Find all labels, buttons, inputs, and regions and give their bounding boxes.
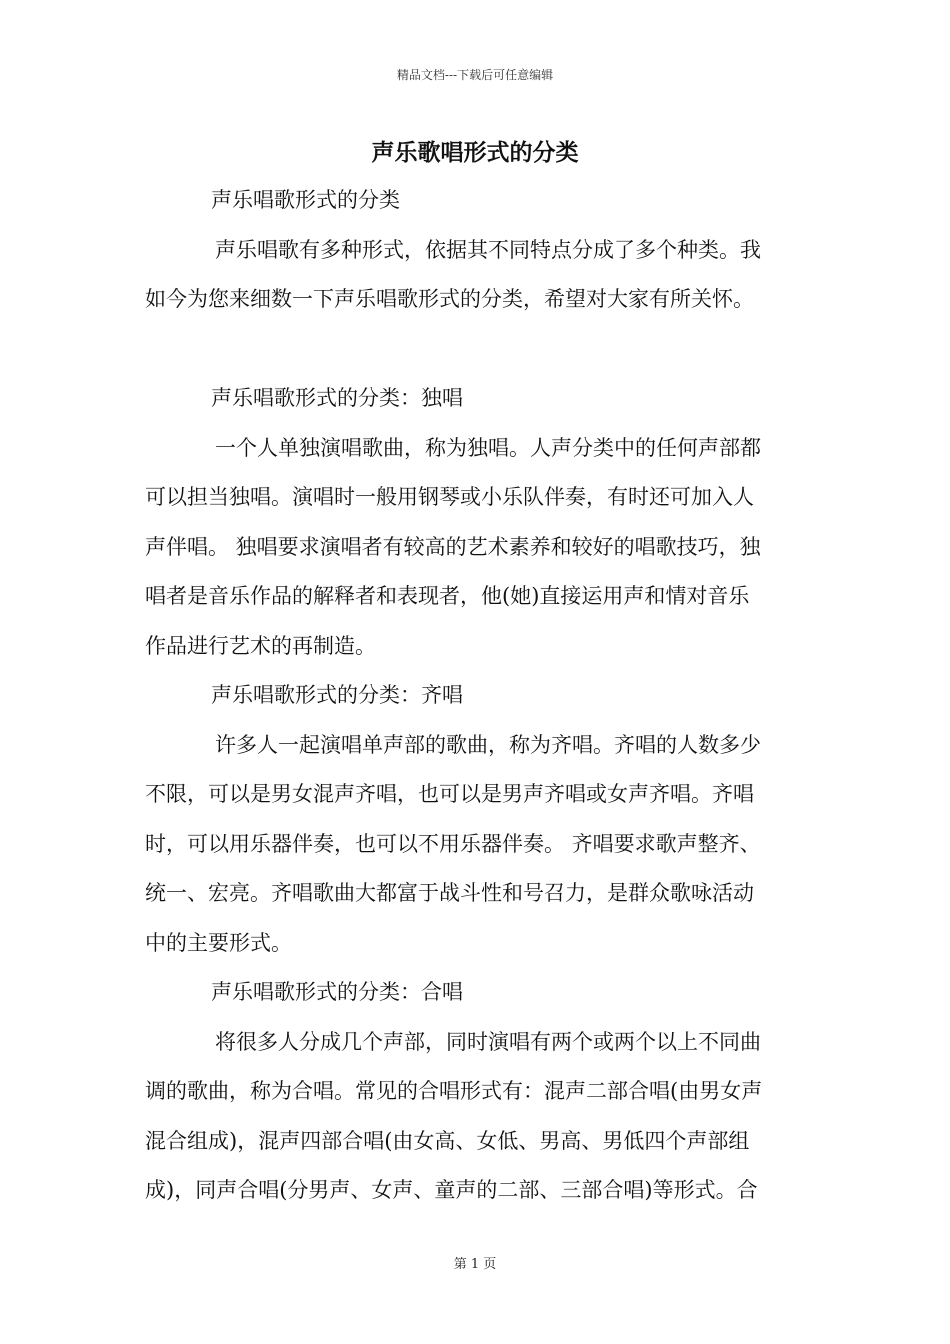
paragraph-line: 混合组成)，混声四部合唱(由女高、女低、男高、男低四个声部组 [145, 1128, 750, 1153]
paragraph-line: 作品进行艺术的再制造。 [145, 633, 376, 658]
blank-spacer [145, 325, 805, 375]
document-body [145, 176, 805, 1216]
paragraph-line: 将很多人分成几个声部，同时演唱有两个或两个以上不同曲 [215, 1029, 761, 1054]
paragraph-line: 声伴唱。 独唱要求演唱者有较高的艺术素养和较好的唱歌技巧，独 [145, 534, 761, 559]
paragraph-line: 统一、宏亮。齐唱歌曲大都富于战斗性和号召力，是群众歌咏活动 [145, 881, 754, 905]
intro-line: 如今为您来细数一下声乐唱歌形式的分类，希望对大家有所关怀。 [145, 287, 754, 311]
paragraph-line: 中的主要形式。 [145, 930, 292, 955]
intro-line: 声乐唱歌有多种形式，依据其不同特点分成了多个种类。我 [215, 237, 761, 262]
paragraph-line: 许多人一起演唱单声部的歌曲，称为齐唱。齐唱的人数多少 [215, 732, 761, 757]
section-heading-solo: 声乐唱歌形式的分类：独唱 [211, 386, 463, 410]
subtitle: 声乐唱歌形式的分类 [211, 188, 400, 212]
paragraph-line: 不限，可以是男女混声齐唱，也可以是男声齐唱或女声齐唱。齐唱 [145, 782, 754, 806]
paragraph-line: 可以担当独唱。演唱时一般用钢琴或小乐队伴奏，有时还可加入人 [145, 485, 754, 509]
document-title: 声乐歌唱形式的分类 [371, 139, 579, 166]
page-header: 精品文档---下载后可任意编辑 [396, 68, 554, 82]
paragraph-line: 调的歌曲，称为合唱。常见的合唱形式有：混声二部合唱(由男女声 [145, 1079, 763, 1103]
paragraph-line: 时，可以用乐器伴奏，也可以不用乐器伴奏。 齐唱要求歌声整齐、 [145, 831, 761, 856]
section-heading-unison: 声乐唱歌形式的分类：齐唱 [211, 683, 463, 707]
paragraph-line: 一个人单独演唱歌曲，称为独唱。人声分类中的任何声部都 [215, 435, 761, 460]
paragraph-line: 成)，同声合唱(分男声、女声、童声的二部、三部合唱)等形式。合 [145, 1178, 758, 1202]
section-heading-chorus: 声乐唱歌形式的分类：合唱 [211, 980, 463, 1004]
paragraph-line: 唱者是音乐作品的解释者和表现者，他(她)直接运用声和情对音乐 [145, 584, 750, 608]
page-number: 第 1 页 [453, 1257, 497, 1272]
